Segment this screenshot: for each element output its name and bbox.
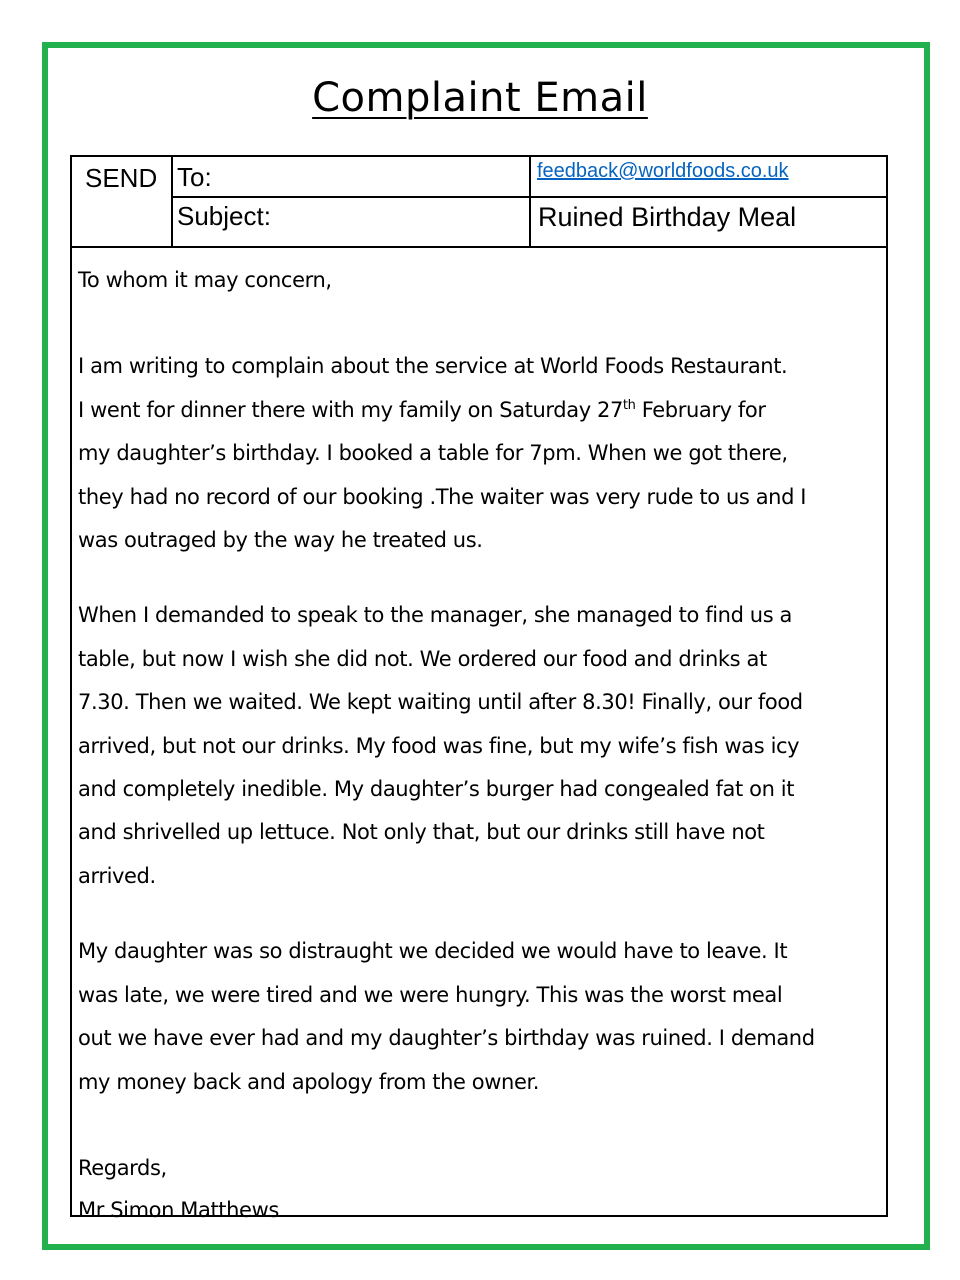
paragraph-line: out we have ever had and my daughter’s birthday was ruined. I demand: [78, 1026, 815, 1051]
paragraph-line: was outraged by the way he treated us.: [78, 528, 483, 553]
paragraph-line: my daughter’s birthday. I booked a table for 7pm. When we got there,: [78, 441, 788, 466]
paragraph-line: arrived.: [78, 863, 156, 888]
paragraph-line: I went for dinner there with my family on Saturday 27th February for: [78, 397, 766, 422]
paragraph-line: My daughter was so distraught we decided we would have to leave. It: [78, 939, 788, 964]
paragraph-line: was late, we were tired and we were hungry. This was the worst meal: [78, 982, 783, 1007]
send-label[interactable]: SEND: [85, 163, 158, 193]
paragraph-line: and completely inedible. My daughter’s burger had congealed fat on it: [78, 777, 795, 802]
ordinal-superscript: th: [622, 397, 636, 413]
email-body[interactable]: [72, 246, 886, 1222]
paragraph-line: table, but now I wish she did not. We ordered our food and drinks at: [78, 646, 767, 671]
page-title-text: Complaint Email: [312, 75, 648, 121]
paragraph-line: When I demanded to speak to the manager, she managed to find us a: [78, 603, 792, 628]
signoff: Regards,: [78, 1155, 167, 1180]
to-label: To:: [171, 157, 529, 198]
paragraph-line: and shrivelled up lettuce. Not only that, but our drinks still have not: [78, 820, 765, 845]
email-form: [70, 155, 888, 1222]
page-title: [0, 70, 960, 126]
body-paragraph-1: [78, 345, 886, 562]
paragraph-line: 7.30. Then we waited. We kept waiting until after 8.30! Finally, our food: [78, 690, 803, 715]
recipient-email-link[interactable]: feedback@worldfoods.co.uk: [537, 160, 789, 182]
paragraph-line: I am writing to complain about the service at World Foods Restaurant.: [78, 354, 788, 379]
subject-label: Subject:: [171, 198, 529, 246]
paragraph-line: they had no record of our booking .The waiter was very rude to us and I: [78, 484, 807, 509]
subject-field[interactable]: Ruined Birthday Meal: [529, 198, 886, 246]
signature: Mr Simon Matthews: [78, 1197, 279, 1222]
paragraph-line: my money back and apology from the owner.: [78, 1069, 540, 1094]
signoff-block: [78, 1147, 886, 1231]
paragraph-line: arrived, but not our drinks. My food was fine, but my wife’s fish was icy: [78, 733, 800, 758]
body-paragraph-3: [78, 930, 886, 1104]
body-paragraph-2: [78, 594, 886, 898]
email-header: [72, 157, 886, 246]
greeting: To whom it may concern,: [78, 268, 332, 292]
to-field[interactable]: [529, 157, 886, 198]
